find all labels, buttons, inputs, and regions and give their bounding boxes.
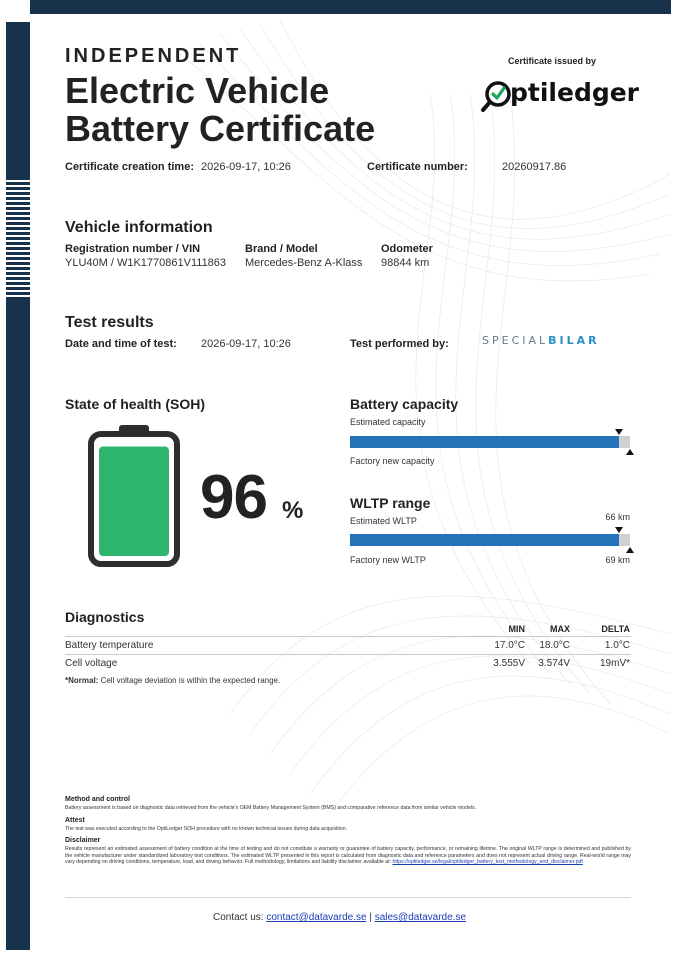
test-date-value: 2026-09-17, 10:26: [201, 338, 291, 350]
left-stripes: [6, 180, 30, 300]
disclaimer-link[interactable]: https://optiledger.se/legal/optiledger_battery_test_methodology_and_disclaimer.pdf: [392, 859, 583, 865]
registration-label: Registration number / VIN: [65, 243, 201, 255]
estimated-wltp-label: Estimated WLTP: [350, 516, 417, 526]
soh-heading: State of health (SOH): [65, 396, 206, 412]
column-header-delta: DELTA: [601, 624, 630, 634]
test-date-label: Date and time of test:: [65, 338, 177, 350]
method-heading: Method and control: [65, 796, 130, 803]
column-header-min: MIN: [508, 624, 525, 634]
registration-value: YLU40M / W1K1770861V111863: [65, 257, 227, 269]
footer-divider: [65, 897, 631, 898]
table-row: [65, 636, 631, 654]
attest-text: The test was executed according to the OptiLedger SOH procedure with no known technical issues during data acquisition.: [65, 825, 348, 832]
capacity-bar-remainder: [619, 436, 630, 448]
vehicle-heading: Vehicle information: [65, 219, 213, 236]
logo-text: ptiledger: [510, 78, 640, 107]
odometer-value: 98844 km: [381, 257, 430, 269]
certificate-number-value: 20260917.86: [502, 161, 567, 173]
sales-email-link[interactable]: sales@datavarde.se: [374, 912, 467, 923]
test-performer-label: Test performed by:: [350, 338, 449, 350]
attest-heading: Attest: [65, 816, 85, 824]
test-results-heading: Test results: [65, 314, 154, 331]
row-name: Battery temperature: [65, 640, 154, 651]
factory-capacity-label: Factory new capacity: [350, 456, 435, 466]
note-text: Cell voltage deviation is within the expected range.: [98, 676, 281, 685]
odometer-label: Odometer: [381, 243, 433, 255]
disclaimer-body: [65, 846, 631, 866]
capacity-bar: [350, 429, 630, 457]
method-text: Battery assessment is based on diagnostic data retrieved from the vehicle's OEM Battery Management System (BMS) and comparative reference data from similar vehicle models.: [65, 805, 476, 811]
estimated-wltp-marker-icon: [615, 527, 623, 533]
row-min: 17.0°C: [494, 640, 525, 651]
creation-time-value: 2026-09-17, 10:26: [201, 161, 291, 173]
wltp-bar-remainder: [619, 534, 630, 546]
row-max: 18.0°C: [539, 640, 570, 651]
issued-by-label: Certificate issued by: [508, 56, 597, 66]
logo-part-1: SPECIAL: [482, 334, 549, 347]
disclaimer-text: Results represent an estimated assessment of battery condition at the time of testing and do not constitute a warranty or guarantee of battery capacity, performance, or remaining lifetime. The original WLTP range is determined and published by the vehicle manufacturer under standardized laboratory test conditions. The estimated WLTP presented in this report is calculated from diagnostic data and reference parameters and does not represent actual driving range. Real-world range may vary depending on driving conditions, temperature, load, and driving behavior. Full methodology, limitations and liability disclaimer available at:: [65, 846, 631, 865]
creation-time-label: Certificate creation time:: [65, 161, 194, 173]
capacity-bar-fill: [350, 436, 619, 448]
contact-label: Contact us:: [212, 912, 267, 923]
row-name: Cell voltage: [65, 658, 118, 669]
estimated-marker-icon: [615, 429, 623, 435]
capacity-heading: Battery capacity: [350, 396, 459, 412]
soh-value: 96: [200, 463, 267, 532]
brand-model-label: Brand / Model: [245, 243, 318, 255]
title-line-2: Battery Certificate: [65, 108, 376, 149]
table-row: [65, 654, 631, 672]
wltp-bar: [350, 527, 630, 555]
estimated-wltp-value: 66 km: [605, 512, 630, 522]
battery-fill: [99, 447, 169, 556]
soh-unit: %: [282, 497, 304, 524]
row-delta: 1.0°C: [604, 640, 630, 651]
diagnostics-heading: Diagnostics: [65, 609, 145, 625]
factory-wltp-label: Factory new WLTP: [350, 555, 426, 565]
footer-notes: [65, 796, 631, 866]
title-line-1: Electric Vehicle: [65, 70, 330, 111]
optiledger-logo: [480, 76, 640, 116]
factory-marker-icon: [626, 449, 634, 455]
wltp-heading: WLTP range: [350, 495, 431, 511]
certificate-number-label: Certificate number:: [367, 161, 468, 173]
factory-wltp-value: 69 km: [605, 555, 630, 565]
estimated-capacity-label: Estimated capacity: [350, 417, 426, 427]
wltp-bar-fill: [350, 534, 619, 546]
row-max: 3.574V: [538, 658, 570, 669]
contact-line: [0, 912, 679, 923]
top-bar: [30, 0, 671, 14]
row-delta: 19mV*: [599, 658, 630, 669]
factory-wltp-marker-icon: [626, 547, 634, 553]
contact-email-link[interactable]: contact@datavarde.se: [266, 912, 367, 923]
brand-model-value: Mercedes-Benz A-Klass: [245, 257, 363, 269]
row-min: 3.555V: [493, 658, 525, 669]
diagnostics-note: [65, 676, 280, 685]
note-bold: *Normal:: [65, 676, 99, 685]
battery-icon: [88, 425, 180, 567]
logo-part-2: BILAR: [548, 334, 600, 347]
specialbilar-logo: [482, 334, 600, 347]
page-title: [65, 72, 425, 148]
left-bar: [6, 22, 30, 950]
disclaimer-heading: Disclaimer: [65, 837, 101, 844]
column-header-max: MAX: [550, 624, 570, 634]
kicker-label: INDEPENDENT: [65, 45, 242, 67]
contact-separator: |: [366, 912, 375, 923]
